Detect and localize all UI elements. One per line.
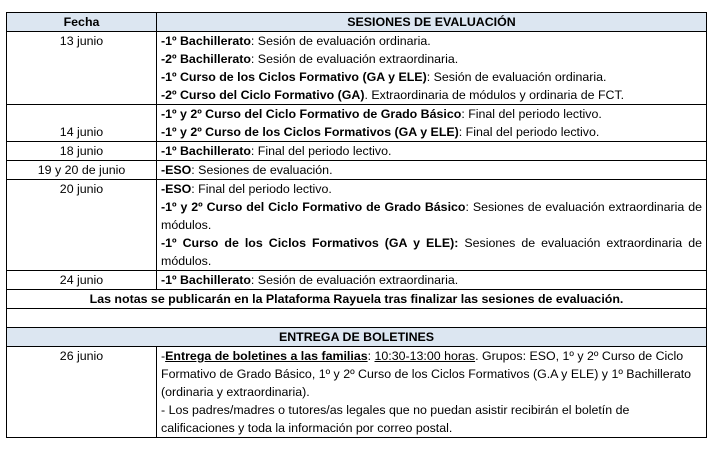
detail-line bbox=[161, 86, 702, 104]
detail-line bbox=[161, 234, 702, 270]
group-name: -1º Bachillerato bbox=[161, 144, 251, 158]
table-row bbox=[7, 32, 707, 105]
group-name: -2º Bachillerato bbox=[161, 52, 251, 66]
row-date: 19 y 20 de junio bbox=[7, 161, 157, 180]
table-header-row bbox=[7, 13, 707, 32]
detail-text: : Sesión de evaluación extraordinaria. bbox=[250, 52, 459, 66]
detail-text: : Sesiones de evaluación. bbox=[191, 163, 333, 177]
row-date: 20 junio bbox=[7, 180, 157, 271]
table-row bbox=[7, 142, 707, 161]
delivery-paragraph bbox=[161, 347, 702, 401]
detail-line bbox=[161, 32, 702, 50]
detail-text: : Final del periodo lectivo. bbox=[458, 125, 600, 139]
postal-paragraph: - Los padres/madres o tutores/as legales que no puedan asistir recibirán el boletín de calificaciones y toda la información por correo postal. bbox=[161, 403, 630, 435]
delivery-groups: . Grupos: ESO, 1º y 2º Curso de Ciclo Formativo de Grado Básico, 1º y 2º Curso de los Ciclos Formativos (G.A y ELE) y 1º Bachillerato (ordinaria y extraordinaria). bbox=[161, 349, 692, 399]
group-name: -1º Bachillerato bbox=[161, 273, 251, 287]
group-name: -1º y 2º Curso del Ciclo Formativo de Grado Básico bbox=[161, 107, 462, 121]
group-name: -1º Bachillerato bbox=[161, 34, 251, 48]
spacer-row bbox=[7, 309, 707, 328]
detail-line bbox=[161, 68, 702, 86]
sessions-title-header: SESIONES DE EVALUACIÓN bbox=[157, 13, 707, 32]
group-name: -1º Curso de los Ciclos Formativo (GA y ELE) bbox=[161, 70, 427, 84]
row-details bbox=[157, 161, 707, 180]
group-name: -1º y 2º Curso del Ciclo Formativo de Grado Básico bbox=[161, 200, 466, 214]
group-name: -ESO bbox=[161, 182, 192, 196]
detail-text: : Sesión de evaluación ordinaria. bbox=[426, 70, 607, 84]
boletines-title: ENTREGA DE BOLETINES bbox=[7, 328, 707, 347]
delivery-label: Entrega de boletines a las familias bbox=[165, 349, 368, 363]
dash: - bbox=[161, 349, 166, 363]
row-date: 14 junio bbox=[7, 105, 157, 142]
row-date: 26 junio bbox=[7, 347, 157, 438]
publication-note: Las notas se publicarán en la Plataforma Rayuela tras finalizar las sesiones de evaluación. bbox=[7, 290, 707, 309]
row-details bbox=[157, 180, 707, 271]
table-row bbox=[7, 347, 707, 438]
publication-note-row bbox=[7, 290, 707, 309]
table-row bbox=[7, 161, 707, 180]
detail-text: . Extraordinaria de módulos y ordinaria de FCT. bbox=[364, 88, 625, 102]
detail-text: : Final del periodo lectivo. bbox=[461, 107, 602, 121]
row-date: 13 junio bbox=[7, 32, 157, 105]
detail-text: Sesiones de evaluación extraordinaria de módulos. bbox=[161, 236, 702, 268]
detail-line bbox=[161, 180, 702, 198]
date-column-header: Fecha bbox=[7, 13, 157, 32]
spacer-cell bbox=[7, 309, 707, 328]
row-details bbox=[157, 142, 707, 161]
detail-line bbox=[161, 50, 702, 68]
boletines-header-row bbox=[7, 328, 707, 347]
detail-text: : Final del periodo lectivo. bbox=[250, 144, 392, 158]
table-row bbox=[7, 105, 707, 142]
row-date: 24 junio bbox=[7, 271, 157, 290]
boletines-details bbox=[157, 347, 707, 438]
delivery-time: 10:30-13:00 horas bbox=[374, 349, 476, 363]
detail-line bbox=[161, 123, 702, 141]
group-name: -1º y 2º Curso de los Ciclos Formativos (GA y ELE) bbox=[161, 125, 459, 139]
row-details bbox=[157, 32, 707, 105]
group-name: -ESO bbox=[161, 163, 192, 177]
table-row bbox=[7, 271, 707, 290]
group-name: -1º Curso de los Ciclos Formativos (GA y ELE): bbox=[161, 236, 459, 250]
row-details bbox=[157, 105, 707, 142]
evaluation-schedule-table bbox=[6, 12, 707, 438]
detail-line bbox=[161, 198, 702, 234]
table-row bbox=[7, 180, 707, 271]
detail-text: : Sesión de evaluación ordinaria. bbox=[250, 34, 431, 48]
row-date: 18 junio bbox=[7, 142, 157, 161]
detail-line bbox=[161, 105, 702, 123]
group-name: -2º Curso del Ciclo Formativo (GA) bbox=[161, 88, 365, 102]
detail-text: : Final del periodo lectivo. bbox=[191, 182, 332, 196]
detail-text: : Sesión de evaluación extraordinaria. bbox=[250, 273, 459, 287]
detail-text: : Sesiones de evaluación extraordinaria de módulos. bbox=[161, 200, 702, 232]
row-details bbox=[157, 271, 707, 290]
colon: : bbox=[367, 349, 375, 363]
